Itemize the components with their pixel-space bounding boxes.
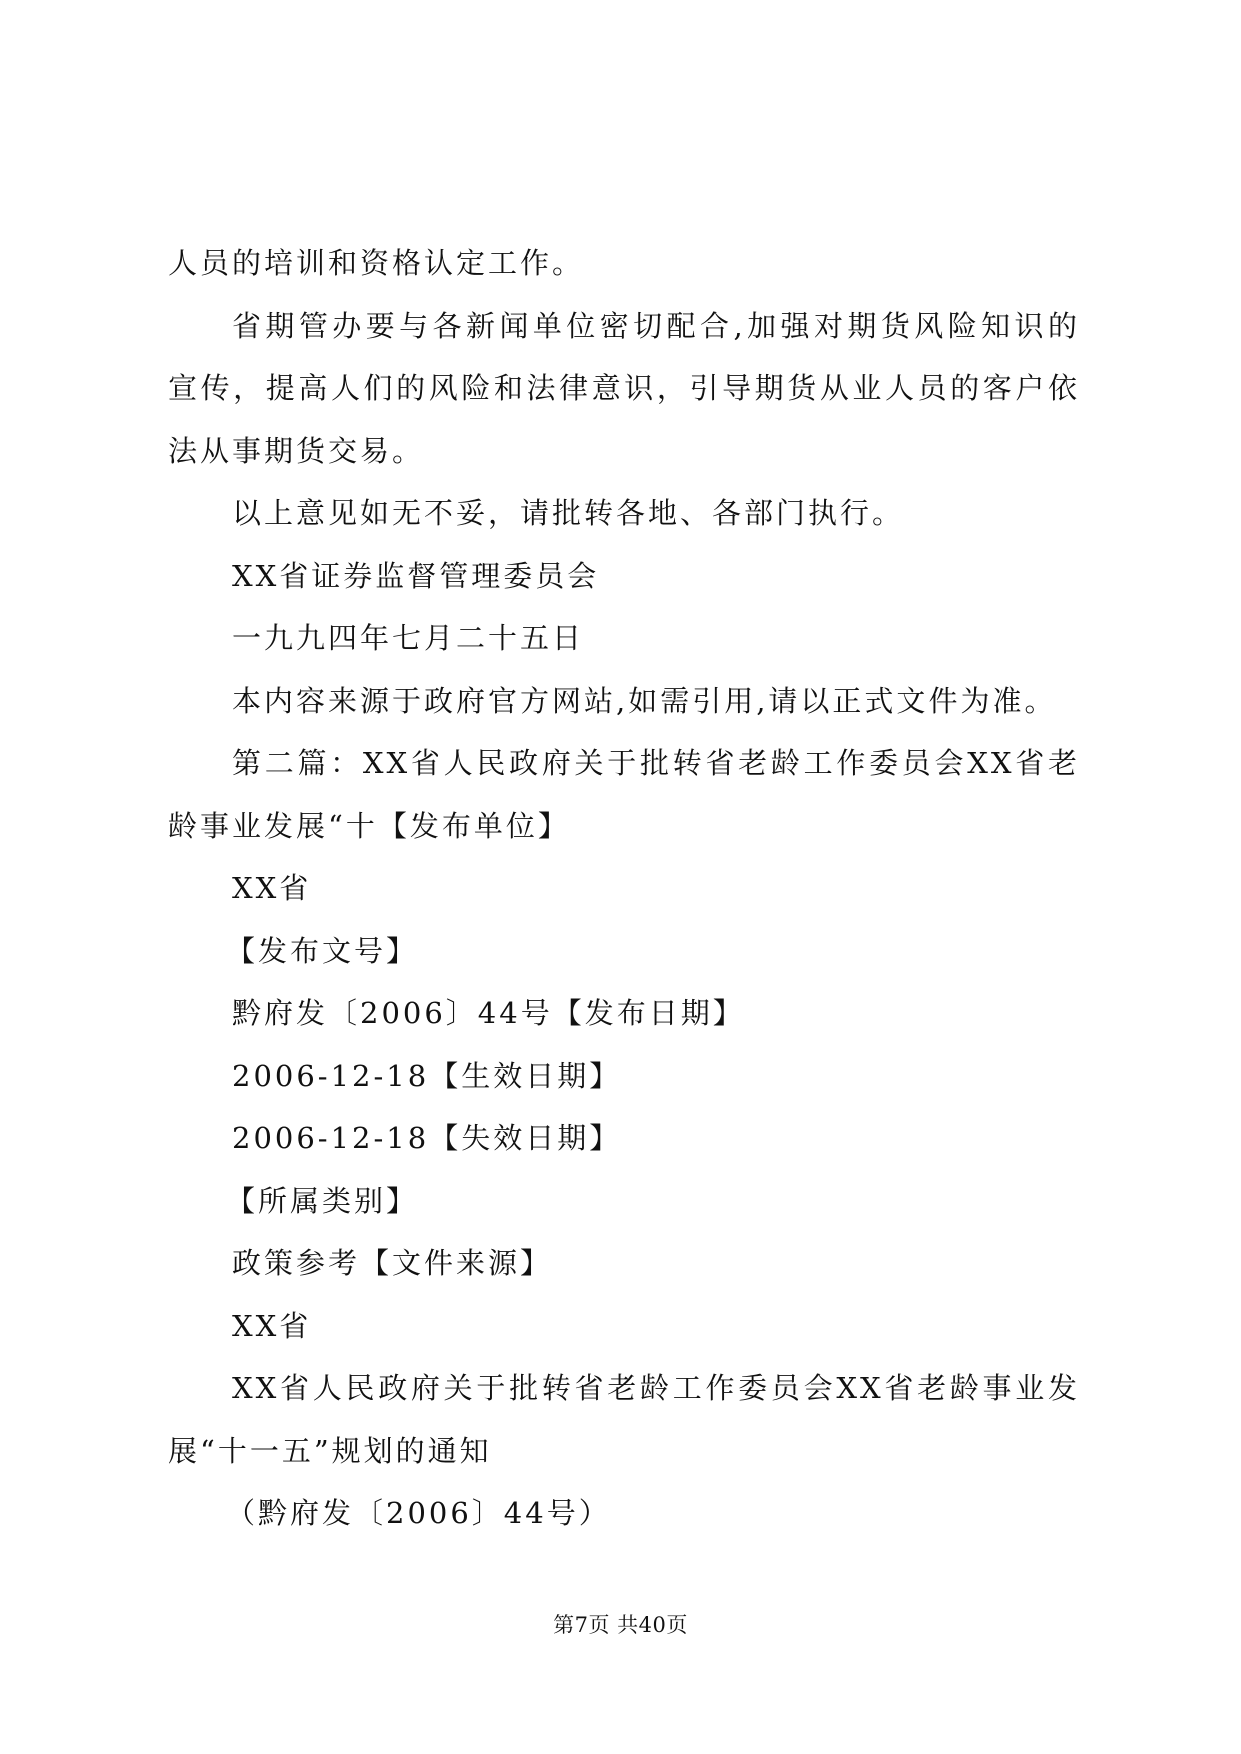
text-line: 法从事期货交易。 xyxy=(168,433,425,468)
signature-organization: XX省证券监督管理委员会 xyxy=(232,558,600,593)
metadata-line: 【所属类别】 xyxy=(226,1183,419,1218)
text-line: 省期管办要与各新闻单位密切配合,加强对期货风险知识的 xyxy=(232,308,1080,343)
source-note: 本内容来源于政府官方网站,如需引用,请以正式文件为准。 xyxy=(232,683,1057,718)
document-body xyxy=(168,232,1080,1545)
page-number: 第7页 共40页 xyxy=(553,1613,688,1637)
section-title: 第二篇：XX省人民政府关于批转省老龄工作委员会XX省老 xyxy=(232,746,1080,780)
metadata-line: 黔府发〔2006〕44号【发布日期】 xyxy=(232,996,745,1030)
text-line: 宣传，提高人们的风险和法律意识，引导期货从业人员的客户依 xyxy=(168,371,1080,405)
metadata-line: 2006-12-18【生效日期】 xyxy=(232,1058,622,1093)
metadata-line: XX省 xyxy=(232,871,312,905)
notice-title: XX省人民政府关于批转省老龄工作委员会XX省老龄事业发 xyxy=(232,1371,1080,1405)
text-line: 龄事业发展“十【发布单位】 xyxy=(168,808,570,843)
metadata-line: 【发布文号】 xyxy=(226,933,419,968)
metadata-line: XX省 xyxy=(232,1308,312,1343)
text-line: 人员的培训和资格认定工作。 xyxy=(168,246,585,280)
notice-title: 展“十一五”规划的通知 xyxy=(168,1433,492,1468)
metadata-line: 2006-12-18【失效日期】 xyxy=(232,1121,622,1155)
text-line: 以上意见如无不妥，请批转各地、各部门执行。 xyxy=(232,496,905,530)
document-number: （黔府发〔2006〕44号） xyxy=(226,1496,611,1530)
metadata-line: 政策参考【文件来源】 xyxy=(232,1246,553,1280)
signature-date: 一九九四年七月二十五日 xyxy=(232,621,585,655)
